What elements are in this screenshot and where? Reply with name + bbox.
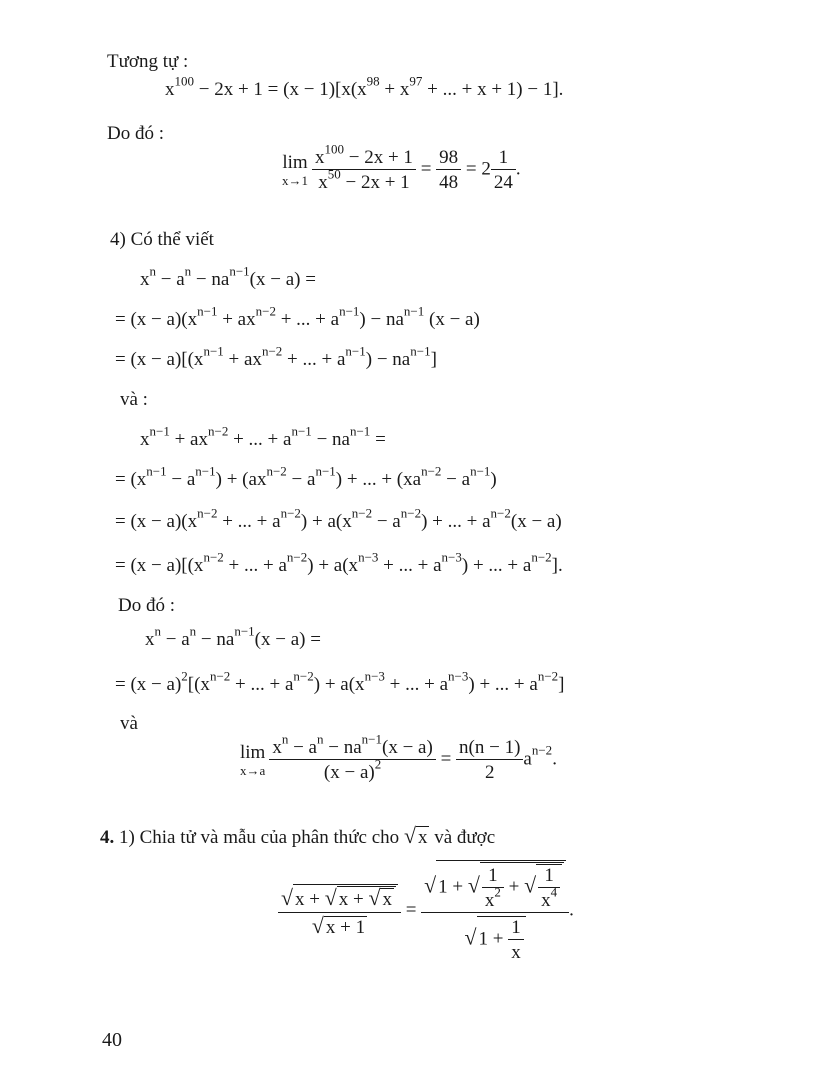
limit-operator: lim x→a — [240, 742, 266, 778]
equation-limit-x-to-a: lim x→a $\frac{x^n - a^n - na^{n-1}(x - a)}{(x - a)^2}$ = $\frac{n(n - 1)}{2}$ $a^{n-2}$. — [240, 731, 557, 783]
equation-4-line-1: $x^n - a^n - na^{n-1}(x - a)$ = — [140, 263, 316, 290]
equation-4-line-2: = $(x - a)(x^{n-1} + ax^{n-2}$ + ... + $a^{n-1}) - na^{n-1}$ (x − a) — [115, 303, 480, 330]
equation-4-line-3: = $(x - a)[(x^{n-1} + ax^{n-2}$ + ... + $a^{n-1}) - na^{n-1}$] — [115, 343, 437, 370]
text-do-do-2: Do đó : — [118, 595, 175, 616]
equation-4-line-8: $x^n - a^n - na^{n-1}(x - a)$ = — [145, 623, 321, 650]
text-va-1: và : — [120, 389, 148, 410]
mixed-fraction: $\frac{1}{24}$ — [491, 148, 516, 192]
text-co-the-viet: 4) Có thể viết — [110, 229, 214, 250]
sqrt-x: √ x — [403, 824, 428, 848]
equation-4-line-6: = $(x - a)(x^{n-2}$ + ... + $a^{n-2}) + a(x^{n-2} - a^{n-2})$ + ... + $a^{n-2}(x - a)$ — [115, 505, 562, 532]
result-fraction: $\frac{n(n - 1)}{2}$ — [456, 738, 523, 782]
equation-4-line-4: $x^{n-1} + ax^{n-2}$ + ... + $a^{n-1} - na^{n-1}$ = — [140, 423, 386, 450]
equation-4-line-7: = $(x - a)[(x^{n-2}$ + ... + $a^{n-2}) + a(x^{n-3}$ + ... + $a^{n-3}$) + ... + $a^{n-2}$]. — [115, 549, 563, 576]
page-number: 40 — [102, 1029, 122, 1051]
equation-x100-factorization: $x^{100} - 2x + 1 = (x - 1)[x(x^{98} + x^{97}$ + ... + x + 1) − 1]. — [165, 73, 564, 100]
limit-fraction: $\frac{x^{100} - 2x + 1}{x^{50} - 2x + 1}$ — [312, 148, 416, 192]
section-4-heading: 4. 1) Chia tử và mẫu của phân thức cho √ x và được — [100, 824, 496, 848]
limit-fraction: $\frac{x^n - a^n - na^{n-1}(x - a)}{(x - a)^2}$ — [269, 738, 435, 782]
limit-operator: lim x→1 — [282, 152, 308, 188]
equation-4-line-5: = $(x^{n-1} - a^{n-1}) + (ax^{n-2} - a^{n-1})$ + ... + $(xa^{n-2} - a^{n-1})$ — [115, 463, 497, 490]
text-va-2: và — [120, 713, 138, 734]
equation-final: $\frac{√ x + √ x + √ x}{√ x + 1}$ = √ 1 + √ $\frac{1}{x^2}$ + √ $\frac{1}{x^4}$ √ 1 + $\frac{1}{x}$ . — [278, 860, 574, 962]
text-tuong-tu: Tương tự : — [107, 51, 189, 72]
rhs-fraction: √ 1 + √ $\frac{1}{x^2}$ + √ $\frac{1}{x^4}$ √ 1 + $\frac{1}{x}$ — [421, 860, 569, 962]
lhs-fraction: $\frac{√ x + √ x + √ x}{√ x + 1}$ — [278, 884, 401, 938]
ratio-fraction: $\frac{98}{48}$ — [436, 148, 461, 192]
equation-4-line-9: = $(x - a)^2[(x^{n-2}$ + ... + $a^{n-2}) + a(x^{n-3}$ + ... + $a^{n-3}$) + ... + $a^{n-2}$] — [115, 668, 565, 695]
text-do-do-1: Do đó : — [107, 123, 164, 144]
equation-limit-x-to-1: lim x→1 $\frac{x^{100} - 2x + 1}{x^{50} - 2x + 1}$ = $\frac{98}{48}$ = 2 $\frac{1}{24}$ . — [282, 141, 521, 193]
